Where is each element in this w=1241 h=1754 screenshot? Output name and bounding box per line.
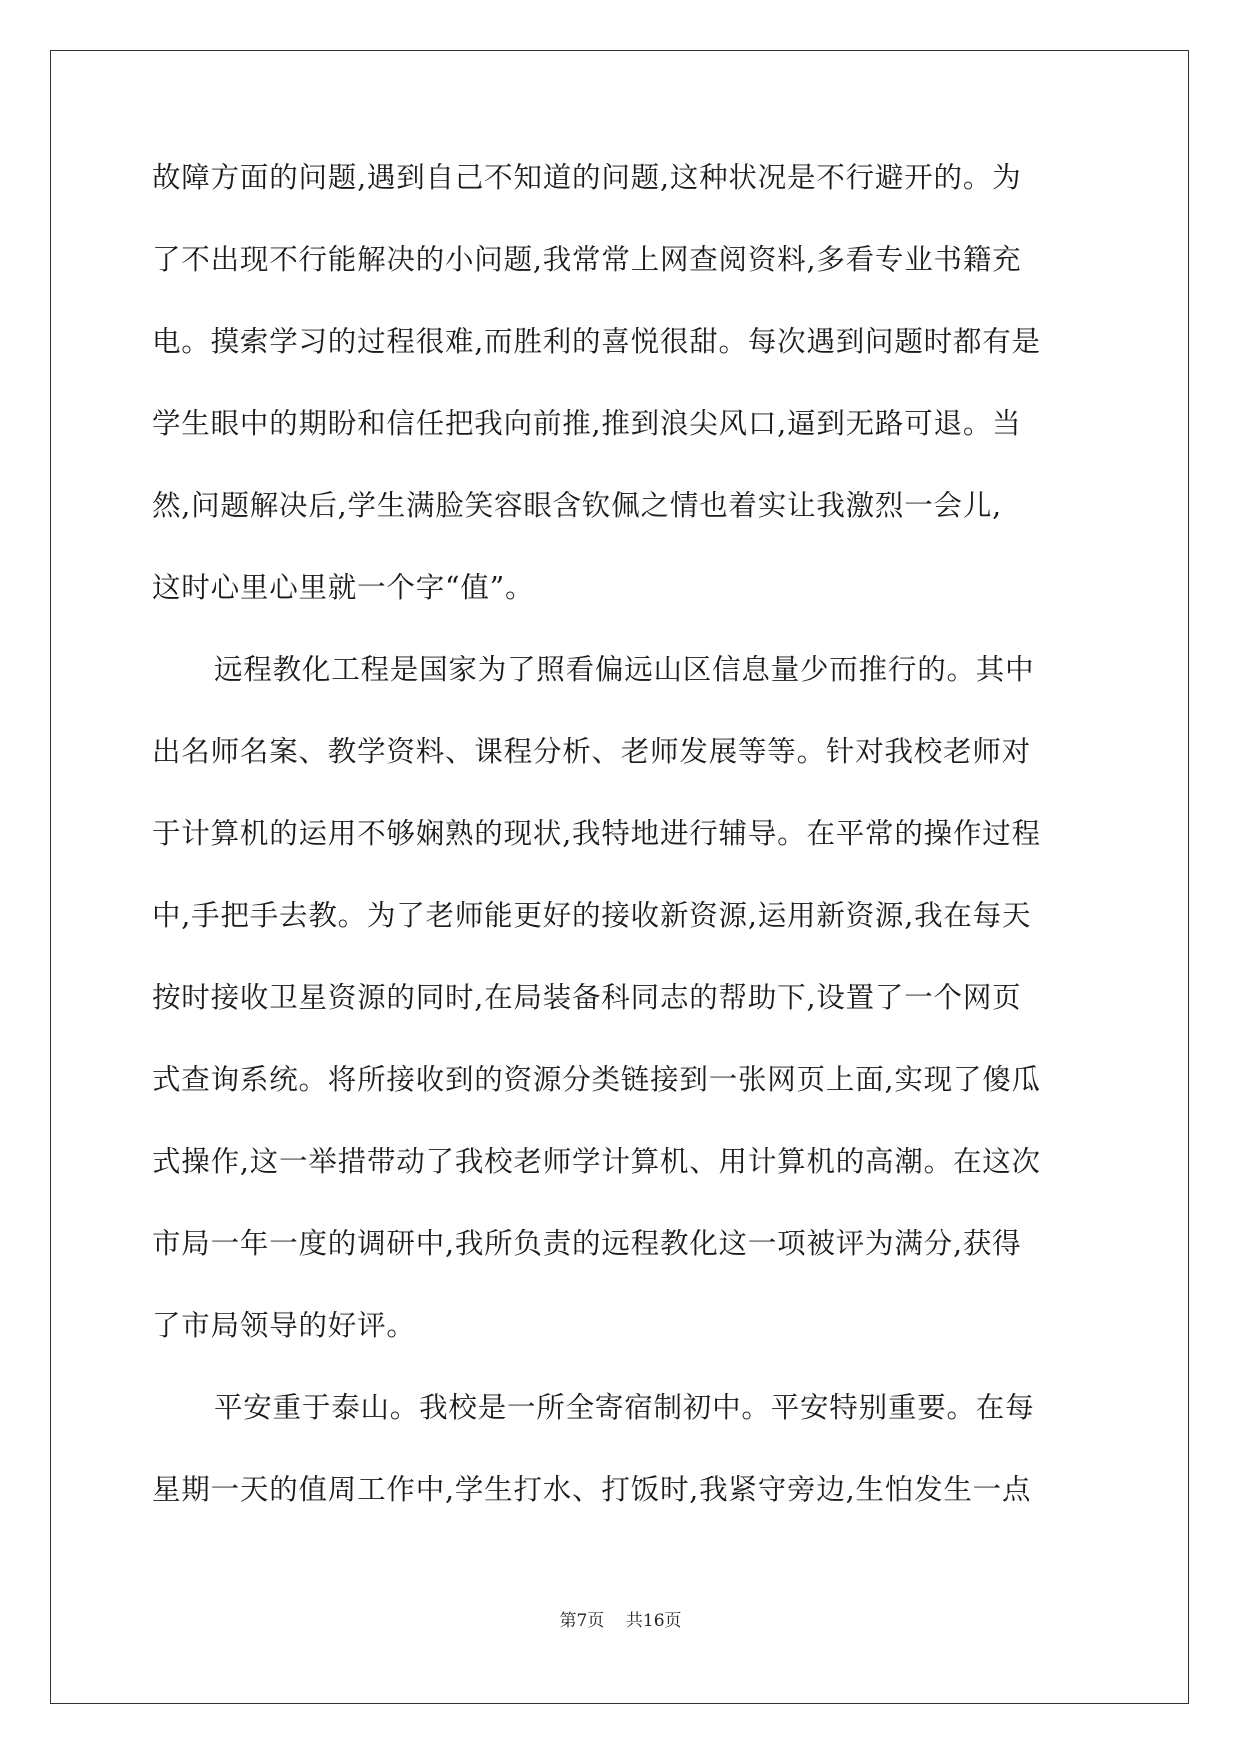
paragraph-line: 然,问题解决后,学生满脸笑容眼含钦佩之情也着实让我激烈一会儿, [152, 489, 1002, 522]
document-body [152, 161, 1092, 1555]
paragraph-line: 式操作,这一举措带动了我校老师学计算机、用计算机的高潮。在这次 [152, 1145, 1041, 1178]
paragraph-line: 平安重于泰山。我校是一所全寄宿制初中。平安特别重要。在每 [214, 1391, 1035, 1424]
paragraph-line: 了市局领导的好评。 [152, 1309, 416, 1342]
paragraph-line: 学生眼中的期盼和信任把我向前推,推到浪尖风口,逼到无路可退。当 [152, 407, 1022, 440]
page-number: 第7页 [559, 1611, 605, 1631]
paragraph-line: 远程教化工程是国家为了照看偏远山区信息量少而推行的。其中 [214, 653, 1035, 686]
paragraph-line: 电。摸索学习的过程很难,而胜利的喜悦很甜。每次遇到问题时都有是 [152, 325, 1041, 358]
paragraph-line: 故障方面的问题,遇到自己不知道的问题,这种状况是不行避开的。为 [152, 161, 1022, 194]
paragraph-line: 了不出现不行能解决的小问题,我常常上网查阅资料,多看专业书籍充 [152, 243, 1022, 276]
paragraph-line: 式查询系统。将所接收到的资源分类链接到一张网页上面,实现了傻瓜 [152, 1063, 1041, 1096]
paragraph-line: 市局一年一度的调研中,我所负责的远程教化这一项被评为满分,获得 [152, 1227, 1022, 1260]
paragraph-line: 这时心里心里就一个字“值”。 [152, 571, 535, 604]
page-footer [0, 1610, 1241, 1632]
paragraph-line: 按时接收卫星资源的同时,在局装备科同志的帮助下,设置了一个网页 [152, 981, 1022, 1014]
paragraph-line: 于计算机的运用不够娴熟的现状,我特地进行辅导。在平常的操作过程 [152, 817, 1041, 850]
paragraph-line: 中,手把手去教。为了老师能更好的接收新资源,运用新资源,我在每天 [152, 899, 1032, 932]
paragraph-line: 出名师名案、教学资料、课程分析、老师发展等等。针对我校老师对 [152, 735, 1032, 768]
page-total: 共16页 [625, 1611, 682, 1631]
paragraph-line: 星期一天的值周工作中,学生打水、打饭时,我紧守旁边,生怕发生一点 [152, 1473, 1032, 1506]
